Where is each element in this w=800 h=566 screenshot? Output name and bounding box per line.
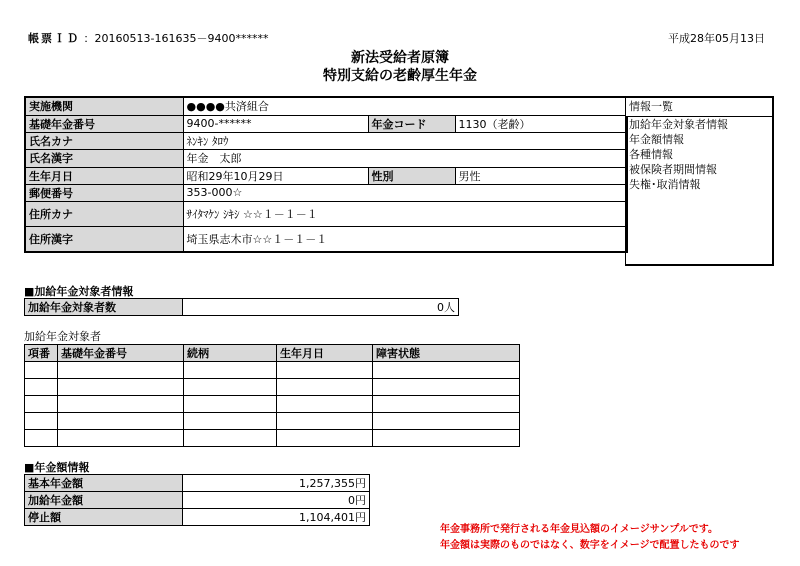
address-kana-value: ｻｲﾀﾏｹﾝ ｼｷｼ ☆☆１－１－１ (183, 201, 627, 226)
table-row (25, 413, 520, 430)
address-kanji-label: 住所漢字 (25, 226, 183, 252)
report-id-value: ：20160513-161635－9400****** (83, 32, 269, 45)
col-header-birth: 生年月日 (277, 345, 373, 362)
pension-code-value: 1130（老齢） (455, 115, 627, 132)
stopped-amount-label: 停止額 (25, 509, 183, 526)
page-subtitle: 特別支給の老齢厚生年金 (323, 68, 477, 84)
kakyu-list-title: 加給年金対象者 (24, 330, 101, 343)
postal-label: 郵便番号 (25, 184, 183, 201)
additional-amount-value: 0円 (183, 492, 370, 509)
name-kanji-value: 年金 太郎 (183, 149, 627, 167)
pension-no-label: 基礎年金番号 (25, 115, 183, 132)
kakyu-section-title: ■加給年金対象者情報 (24, 285, 134, 298)
agency-label: 実施機関 (25, 97, 183, 115)
info-link-various[interactable]: 各種情報 (629, 148, 673, 161)
address-kana-label: 住所カナ (25, 201, 183, 226)
birth-label: 生年月日 (25, 167, 183, 184)
info-link-forfeiture[interactable]: 失権･取消情報 (629, 178, 701, 191)
sample-note-1: 年金事務所で発行される年金見込額のイメージサンプルです。 (440, 524, 718, 535)
additional-amount-label: 加給年金額 (25, 492, 183, 509)
col-header-relation: 続柄 (184, 345, 277, 362)
amount-section-title: ■年金額情報 (24, 461, 90, 474)
sex-value: 男性 (455, 167, 627, 184)
basic-amount-label: 基本年金額 (25, 475, 183, 492)
postal-value: 353-000☆ (183, 184, 627, 201)
info-list-panel (625, 96, 774, 266)
col-header-disability: 障害状態 (373, 345, 520, 362)
name-kana-value: ﾈﾝｷﾝ ﾀﾛｳ (183, 132, 627, 149)
sample-note-2: 年金額は実際のものではなく、数字をイメージで配置したものです (440, 540, 740, 551)
name-kana-label: 氏名カナ (25, 132, 183, 149)
table-row (25, 396, 520, 413)
kakyu-count-value: 0人 (183, 299, 459, 316)
report-id (28, 30, 268, 46)
info-link-amount[interactable]: 年金額情報 (629, 133, 684, 146)
pension-code-label: 年金コード (368, 115, 455, 132)
sex-label: 性別 (368, 167, 455, 184)
info-link-insured-period[interactable]: 被保険者期間情報 (629, 163, 717, 176)
report-date: 平成28年05月13日 (668, 32, 765, 45)
stopped-amount-value: 1,104,401円 (183, 509, 370, 526)
pension-no-value: 9400-****** (183, 115, 368, 132)
table-row (25, 379, 520, 396)
table-row (25, 362, 520, 379)
info-link-kakyu[interactable]: 加給年金対象者情報 (629, 118, 728, 131)
address-kanji-value: 埼玉県志木市☆☆１－１－１ (183, 226, 627, 252)
table-row (25, 430, 520, 447)
kakyu-list-table (24, 344, 520, 447)
birth-value: 昭和29年10月29日 (183, 167, 368, 184)
report-id-label: 帳票ＩＤ (28, 32, 80, 45)
agency-value: ●●●●共済組合 (183, 97, 627, 115)
info-list-title: 情報一覧 (626, 98, 772, 117)
basic-amount-value: 1,257,355円 (183, 475, 370, 492)
col-header-pension-no: 基礎年金番号 (58, 345, 184, 362)
kakyu-count-label: 加給年金対象者数 (25, 299, 183, 316)
kakyu-count-table (24, 298, 459, 316)
amount-table (24, 474, 370, 526)
name-kanji-label: 氏名漢字 (25, 149, 183, 167)
col-header-no: 項番 (25, 345, 58, 362)
basic-info-table (24, 96, 628, 253)
page-title: 新法受給者原簿 (351, 50, 449, 66)
